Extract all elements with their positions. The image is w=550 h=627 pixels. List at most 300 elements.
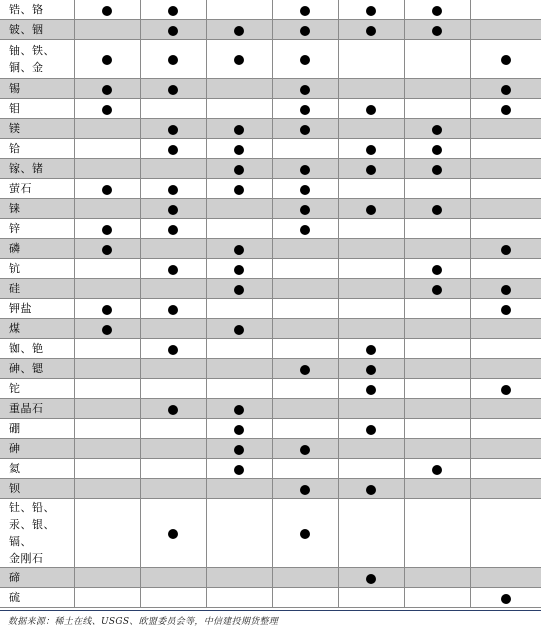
table-cell (272, 459, 338, 479)
table-cell (338, 419, 404, 439)
table-cell (272, 499, 338, 568)
table-row (0, 259, 541, 279)
filled-dot-icon (366, 6, 376, 16)
table-cell (74, 199, 140, 219)
filled-dot-icon (234, 425, 244, 435)
table-cell (470, 459, 541, 479)
table-cell (338, 479, 404, 499)
table-cell (74, 79, 140, 99)
filled-dot-icon (234, 245, 244, 255)
filled-dot-icon (300, 125, 310, 135)
filled-dot-icon (366, 105, 376, 115)
table-cell (74, 568, 140, 588)
table-row (0, 219, 541, 239)
table-cell (140, 40, 206, 79)
table-cell (404, 379, 470, 399)
filled-dot-icon (501, 285, 511, 295)
table-cell (74, 479, 140, 499)
table-cell (338, 199, 404, 219)
table-cell (404, 159, 470, 179)
filled-dot-icon (168, 6, 178, 16)
table-cell (206, 139, 272, 159)
table-cell (404, 419, 470, 439)
filled-dot-icon (432, 205, 442, 215)
filled-dot-icon (501, 85, 511, 95)
table-cell (470, 119, 541, 139)
table-cell (140, 239, 206, 259)
filled-dot-icon (432, 125, 442, 135)
filled-dot-icon (501, 594, 511, 604)
table-cell (404, 399, 470, 419)
filled-dot-icon (432, 145, 442, 155)
table-cell (140, 399, 206, 419)
table-cell (140, 0, 206, 20)
mineral-name: 铷、铯 (9, 342, 44, 355)
table-cell (74, 359, 140, 379)
source-note: 数据来源：稀土在线、USGS、欧盟委员会等，中信建投期货整理 (8, 617, 279, 627)
filled-dot-icon (366, 365, 376, 375)
filled-dot-icon (168, 85, 178, 95)
table-cell (404, 339, 470, 359)
filled-dot-icon (168, 205, 178, 215)
filled-dot-icon (168, 185, 178, 195)
table-row (0, 399, 541, 419)
filled-dot-icon (300, 165, 310, 175)
mineral-name: 硅 (0, 279, 74, 299)
filled-dot-icon (432, 26, 442, 36)
table-cell (206, 20, 272, 40)
filled-dot-icon (300, 6, 310, 16)
table-cell (206, 439, 272, 459)
table-cell (272, 79, 338, 99)
table-cell (140, 459, 206, 479)
filled-dot-icon (432, 265, 442, 275)
table-row (0, 79, 541, 99)
table-cell (74, 0, 140, 20)
table-cell (470, 499, 541, 568)
table-row (0, 319, 541, 339)
table-cell (470, 139, 541, 159)
table-cell (272, 239, 338, 259)
table-row (0, 459, 541, 479)
table-cell (272, 479, 338, 499)
table-cell (404, 499, 470, 568)
filled-dot-icon (102, 6, 112, 16)
mineral-name: 重晶石 (0, 399, 74, 419)
table-cell (140, 439, 206, 459)
table-row (0, 239, 541, 259)
table-cell (404, 259, 470, 279)
table-cell (206, 259, 272, 279)
filled-dot-icon (168, 55, 178, 65)
filled-dot-icon (102, 225, 112, 235)
table-cell (338, 459, 404, 479)
table-cell (272, 259, 338, 279)
table-cell (272, 568, 338, 588)
filled-dot-icon (300, 26, 310, 36)
filled-dot-icon (102, 105, 112, 115)
table-cell (338, 20, 404, 40)
filled-dot-icon (102, 305, 112, 315)
filled-dot-icon (234, 145, 244, 155)
filled-dot-icon (300, 225, 310, 235)
table-cell (74, 439, 140, 459)
table-cell (404, 439, 470, 459)
table-cell (140, 499, 206, 568)
table-cell (338, 179, 404, 199)
table-cell (74, 379, 140, 399)
table-cell (140, 99, 206, 119)
table-cell (272, 119, 338, 139)
table-cell (272, 299, 338, 319)
table-cell (272, 279, 338, 299)
mineral-name: 镓、锗 (0, 159, 74, 179)
table-cell (206, 319, 272, 339)
table-cell (404, 199, 470, 219)
table-cell (470, 179, 541, 199)
table-cell (404, 299, 470, 319)
filled-dot-icon (366, 425, 376, 435)
table-cell (74, 239, 140, 259)
table-cell (140, 359, 206, 379)
table-cell (404, 219, 470, 239)
table-cell (140, 139, 206, 159)
table-row (0, 299, 541, 319)
filled-dot-icon (501, 385, 511, 395)
filled-dot-icon (366, 26, 376, 36)
table-cell (74, 219, 140, 239)
filled-dot-icon (168, 145, 178, 155)
mineral-name: 硼 (9, 422, 21, 435)
table-row (0, 479, 541, 499)
mineral-name: 磷 (0, 239, 74, 259)
table-row (0, 40, 541, 79)
filled-dot-icon (234, 405, 244, 415)
table-cell (470, 159, 541, 179)
filled-dot-icon (366, 345, 376, 355)
table-cell (206, 159, 272, 179)
table-row (0, 359, 541, 379)
table-row (0, 419, 541, 439)
filled-dot-icon (168, 529, 178, 539)
table-cell (74, 588, 140, 608)
filled-dot-icon (168, 225, 178, 235)
table-cell (140, 379, 206, 399)
mineral-name: 碲 (0, 568, 74, 588)
table-cell (470, 319, 541, 339)
filled-dot-icon (168, 405, 178, 415)
mineral-name: 钼 (9, 102, 21, 115)
table-cell (140, 259, 206, 279)
table-cell (140, 79, 206, 99)
table-cell (338, 399, 404, 419)
mineral-name: 锡 (0, 79, 74, 99)
table-cell (470, 399, 541, 419)
mineral-name: 煤 (0, 319, 74, 339)
table-cell (470, 199, 541, 219)
table-cell (272, 99, 338, 119)
table-cell (338, 319, 404, 339)
table-cell (74, 179, 140, 199)
table-cell (470, 339, 541, 359)
table-cell (404, 568, 470, 588)
table-cell (272, 399, 338, 419)
table-cell (74, 159, 140, 179)
mineral-name: 铍、铟 (0, 20, 74, 40)
table-row (0, 20, 541, 40)
table-cell (470, 239, 541, 259)
table-row (0, 568, 541, 588)
table-cell (74, 279, 140, 299)
table-cell (206, 219, 272, 239)
table-cell (404, 319, 470, 339)
table-row (0, 179, 541, 199)
table-cell (140, 319, 206, 339)
table-cell (338, 119, 404, 139)
table-cell (470, 79, 541, 99)
table-cell (74, 119, 140, 139)
table-cell (470, 379, 541, 399)
table-row (0, 439, 541, 459)
table-cell (338, 0, 404, 20)
table-row (0, 588, 541, 608)
table-cell (74, 259, 140, 279)
table-cell (338, 79, 404, 99)
table-cell (404, 479, 470, 499)
table-cell (338, 139, 404, 159)
filled-dot-icon (300, 485, 310, 495)
filled-dot-icon (366, 485, 376, 495)
filled-dot-icon (168, 305, 178, 315)
table-cell (206, 299, 272, 319)
table-cell (404, 99, 470, 119)
mineral-name: 萤石 (9, 182, 32, 195)
table-cell (272, 359, 338, 379)
table-cell (206, 199, 272, 219)
table-cell (338, 40, 404, 79)
table-cell (338, 359, 404, 379)
table-row (0, 279, 541, 299)
table-row (0, 99, 541, 119)
filled-dot-icon (102, 55, 112, 65)
table-cell (272, 0, 338, 20)
table-cell (470, 439, 541, 459)
filled-dot-icon (102, 185, 112, 195)
table-cell (272, 219, 338, 239)
table-cell (140, 199, 206, 219)
table-cell (404, 588, 470, 608)
table-cell (206, 99, 272, 119)
table-cell (404, 239, 470, 259)
table-cell (470, 588, 541, 608)
mineral-name: 钡 (0, 479, 74, 499)
mineral-name: 铀、铁、 铜、金 (9, 44, 55, 74)
table-cell (140, 279, 206, 299)
table-cell (206, 359, 272, 379)
table-cell (206, 40, 272, 79)
table-cell (206, 499, 272, 568)
filled-dot-icon (501, 305, 511, 315)
table-cell (404, 179, 470, 199)
table-cell (74, 499, 140, 568)
filled-dot-icon (300, 445, 310, 455)
filled-dot-icon (168, 345, 178, 355)
table-cell (74, 339, 140, 359)
table-cell (338, 379, 404, 399)
mineral-name: 钾盐 (9, 302, 32, 315)
filled-dot-icon (102, 245, 112, 255)
filled-dot-icon (501, 245, 511, 255)
mineral-name: 钪 (9, 262, 21, 275)
filled-dot-icon (234, 165, 244, 175)
filled-dot-icon (366, 145, 376, 155)
table-cell (272, 319, 338, 339)
filled-dot-icon (234, 285, 244, 295)
table-cell (272, 139, 338, 159)
mineral-name: 锆、铬 (9, 3, 44, 16)
table-cell (272, 40, 338, 79)
table-cell (206, 179, 272, 199)
table-cell (74, 299, 140, 319)
table-cell (470, 299, 541, 319)
table-cell (206, 239, 272, 259)
table-cell (338, 219, 404, 239)
filled-dot-icon (300, 365, 310, 375)
table-cell (470, 279, 541, 299)
table-cell (140, 159, 206, 179)
mineral-name: 铼 (0, 199, 74, 219)
mineral-name: 硫 (9, 591, 21, 604)
table-cell (338, 588, 404, 608)
table-row (0, 379, 541, 399)
table-cell (338, 299, 404, 319)
table-cell (140, 588, 206, 608)
table-cell (338, 159, 404, 179)
table-cell (74, 99, 140, 119)
filled-dot-icon (300, 55, 310, 65)
table-cell (140, 479, 206, 499)
filled-dot-icon (234, 185, 244, 195)
filled-dot-icon (234, 265, 244, 275)
filled-dot-icon (501, 105, 511, 115)
filled-dot-icon (234, 325, 244, 335)
table-cell (206, 339, 272, 359)
table-row (0, 499, 541, 568)
table-cell (206, 379, 272, 399)
table-cell (404, 119, 470, 139)
table-cell (338, 499, 404, 568)
table-cell (338, 239, 404, 259)
table-cell (272, 588, 338, 608)
filled-dot-icon (300, 85, 310, 95)
table-row (0, 199, 541, 219)
filled-dot-icon (234, 26, 244, 36)
table-cell (272, 179, 338, 199)
table-cell (272, 439, 338, 459)
table-cell (470, 20, 541, 40)
table-row (0, 0, 541, 20)
filled-dot-icon (366, 165, 376, 175)
table-cell (140, 179, 206, 199)
filled-dot-icon (501, 55, 511, 65)
table-row (0, 139, 541, 159)
table-cell (206, 279, 272, 299)
table-cell (140, 219, 206, 239)
filled-dot-icon (300, 529, 310, 539)
table-cell (338, 568, 404, 588)
mineral-name: 镁 (0, 119, 74, 139)
table-cell (404, 359, 470, 379)
table-cell (206, 79, 272, 99)
table-cell (338, 339, 404, 359)
table-cell (206, 479, 272, 499)
table-cell (206, 459, 272, 479)
filled-dot-icon (102, 325, 112, 335)
mineral-name: 钍、铅、 汞、银、镉、 金刚石 (9, 501, 55, 565)
table-cell (470, 259, 541, 279)
filled-dot-icon (168, 265, 178, 275)
table-cell (272, 379, 338, 399)
table-cell (470, 359, 541, 379)
table-cell (470, 40, 541, 79)
table-cell (470, 0, 541, 20)
table-row (0, 119, 541, 139)
table-cell (140, 419, 206, 439)
table-cell (272, 159, 338, 179)
filled-dot-icon (234, 55, 244, 65)
mineral-name: 铊 (9, 382, 21, 395)
mineral-name: 铪 (9, 142, 21, 155)
table-row (0, 159, 541, 179)
table-cell (74, 20, 140, 40)
filled-dot-icon (234, 125, 244, 135)
table-cell (404, 40, 470, 79)
mineral-name: 砷 (0, 439, 74, 459)
table-cell (74, 40, 140, 79)
table-cell (404, 459, 470, 479)
filled-dot-icon (432, 165, 442, 175)
table-cell (206, 588, 272, 608)
table-cell (140, 299, 206, 319)
mineral-name: 锌 (9, 222, 21, 235)
table-cell (74, 319, 140, 339)
table-cell (272, 419, 338, 439)
table-cell (272, 20, 338, 40)
filled-dot-icon (366, 205, 376, 215)
table-cell (338, 279, 404, 299)
table-cell (140, 568, 206, 588)
table-cell (206, 119, 272, 139)
table-cell (470, 419, 541, 439)
filled-dot-icon (168, 26, 178, 36)
table-cell (206, 568, 272, 588)
filled-dot-icon (432, 285, 442, 295)
table-cell (272, 199, 338, 219)
table-cell (338, 439, 404, 459)
filled-dot-icon (432, 465, 442, 475)
table-cell (74, 459, 140, 479)
filled-dot-icon (168, 125, 178, 135)
filled-dot-icon (234, 445, 244, 455)
table-cell (74, 419, 140, 439)
table-cell (206, 0, 272, 20)
table-cell (470, 99, 541, 119)
table-cell (140, 20, 206, 40)
table-cell (206, 399, 272, 419)
table-cell (206, 419, 272, 439)
mineral-name: 氦 (9, 462, 21, 475)
table-cell (140, 119, 206, 139)
